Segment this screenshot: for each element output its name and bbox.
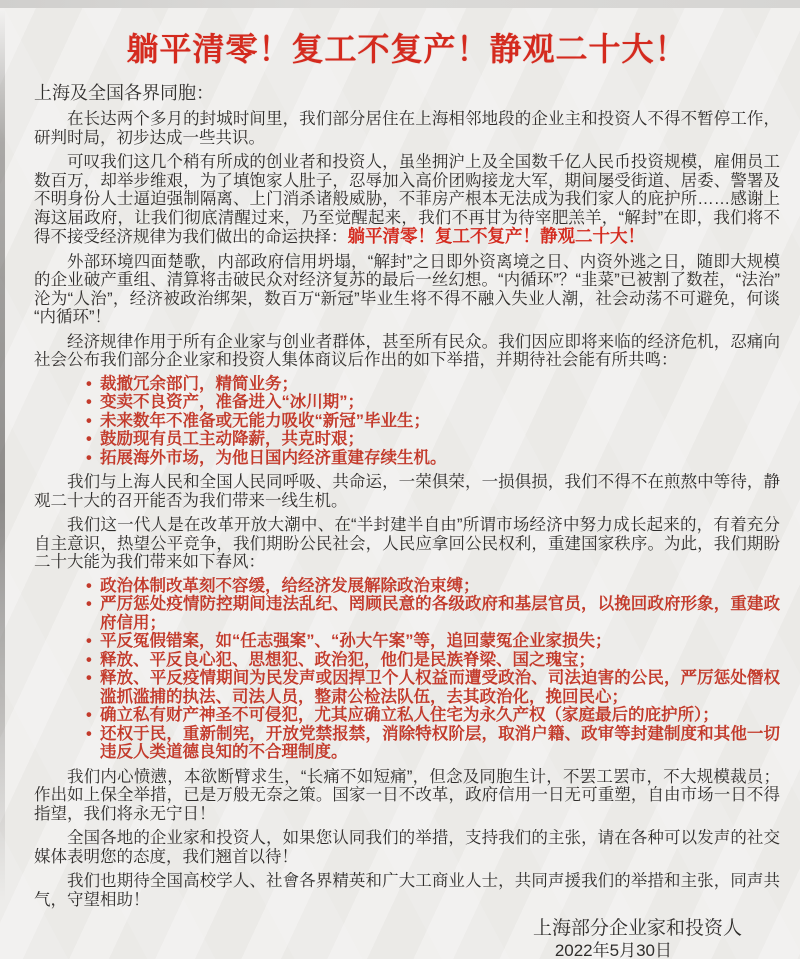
paragraph: 我们内心愤懑，本欲断臂求生，“长痛不如短痛”，但念及同胞生计，不罢工罢市，不大规模裁员；作出如上保全举措，已是万般无奈之策。国家一日不改革，政府信用一日无可重塑，自由市场一日不得指望，我们将永无宁日！	[34, 767, 780, 823]
date: 2022年5月30日	[554, 941, 672, 959]
demand-item: • 拓展海外市场，为他日国内经济重建存续生机。	[86, 449, 780, 468]
demand-item: • 政治体制改革刻不容缓，给经济发展解除政治束缚；	[86, 577, 780, 596]
paragraph: 我们与上海人民和全国人民同呼吸、共命运，一荣俱荣，一损俱损，我们不得不在煎熬中等待，静观二十大的召开能否为我们带来一线生机。	[34, 473, 780, 510]
demand-item: • 平反冤假错案，如“任志强案”、“孙大午案”等，追回蒙冤企业家损失；	[86, 632, 780, 651]
signature: 上海部分企业家和投资人	[532, 918, 742, 939]
demand-item: • 鼓励现有员工主动降薪，共克时艰；	[86, 430, 780, 449]
salutation: 上海及全国各界同胞：	[34, 83, 214, 103]
paragraph: 可叹我们这几个稍有所成的创业者和投资人，虽坐拥沪上及全国数千亿人民币投资规模，雇佣员工数百万，却举步维艰，为了填饱家人肚子，忍辱加入高价团购接龙大军，期间屡受街道、居委、警署及不明身份人士逼迫强制隔离、上门消杀诸般威胁，不菲房产根本无法成为我们家人的庇护所……感谢上海这届政府，让我们彻底清醒过来，乃至觉醒起来，我们不再甘为待宰肥羔羊，“解封”在即，我们将不得不接受经济规律为我们做出的命运抉择：躺平清零！复工不复产！静观二十大！	[34, 153, 780, 246]
document-title: 躺平清零！复工不复产！静观二十大！	[126, 31, 688, 67]
paragraph: 在长达两个多月的封城时间里，我们部分居住在上海相邻地段的企业主和投资人不得不暂停工作，研判时局，初步达成一些共识。	[34, 110, 780, 147]
paragraph: 我们这一代人是在改革开放大潮中、在“半封建半自由”所谓市场经济中努力成长起来的，有着充分自主意识，热望公平竞争，我们期盼公民社会，人民应拿回公民权利，重建国家秩序。为此，我们期盼二十大能为我们带来如下春风：	[34, 516, 780, 571]
paragraph: 经济规律作用于所有企业家与创业者群体，甚至所有民众。我们因应即将来临的经济危机，忍痛向社会公布我们部分企业家和投资人集体商议后作出的如下举措，并期待社会能有所共鸣：	[34, 332, 780, 369]
demand-list	[34, 577, 780, 762]
demand-list	[34, 375, 780, 468]
demand-item: • 裁撤冗余部门，精简业务；	[86, 375, 780, 394]
paragraph: 我们也期待全国高校学人、社會各界精英和广大工商业人士，共同声援我们的举措和主张，同声共气，守望相助！	[34, 872, 780, 909]
red-emphasis-text: 躺平清零！复工不复产！静观二十大！	[347, 226, 645, 246]
demand-item: • 释放、平反疫情期间为民发声或因捍卫个人权益而遭受政治、司法迫害的公民，严厉惩处僭权滥抓滥捕的执法、司法人员，整肃公检法队伍，去其政治化，挽回民心；	[86, 669, 780, 706]
demand-item: • 还权于民，重新制宪，开放党禁报禁，消除特权阶层，取消户籍、政审等封建制度和其他一切违反人类道德良知的不合理制度。	[86, 725, 780, 762]
paragraph: 全国各地的企业家和投资人，如果您认同我们的举措，支持我们的主张，请在各种可以发声的社交媒体表明您的态度，我们翘首以待！	[34, 829, 780, 866]
document-body	[34, 110, 780, 909]
demand-item: • 变卖不良资产，准备进入“冰川期”；	[86, 393, 780, 412]
demand-item: • 确立私有财产神圣不可侵犯，尤其应确立私人住宅为永久产权（家庭最后的庇护所）；	[86, 706, 780, 725]
paragraph: 外部环境四面楚歌，内部政府信用坍塌，“解封”之日即外资离境之日、内资外逃之日，随即大规模的企业破产重组、清算将击破民众对经济复苏的最后一丝幻想。“内循环”？“韭菜”已被割了数茬，“法治”沦为“人治”，经济被政治绑架，数百万“新冠”毕业生将不得不融入失业人潮，社会动荡不可避免，何谈“内循环”！	[34, 252, 780, 326]
demand-item: • 未来数年不准备或无能力吸收“新冠”毕业生；	[86, 412, 780, 431]
demand-item: • 释放、平反良心犯、思想犯、政治犯，他们是民族脊梁、国之瑰宝；	[86, 651, 780, 670]
demand-item: • 严厉惩处疫情防控期间违法乱纪、罔顾民意的各级政府和基层官员，以挽回政府形象，重建政府信用；	[86, 595, 780, 632]
